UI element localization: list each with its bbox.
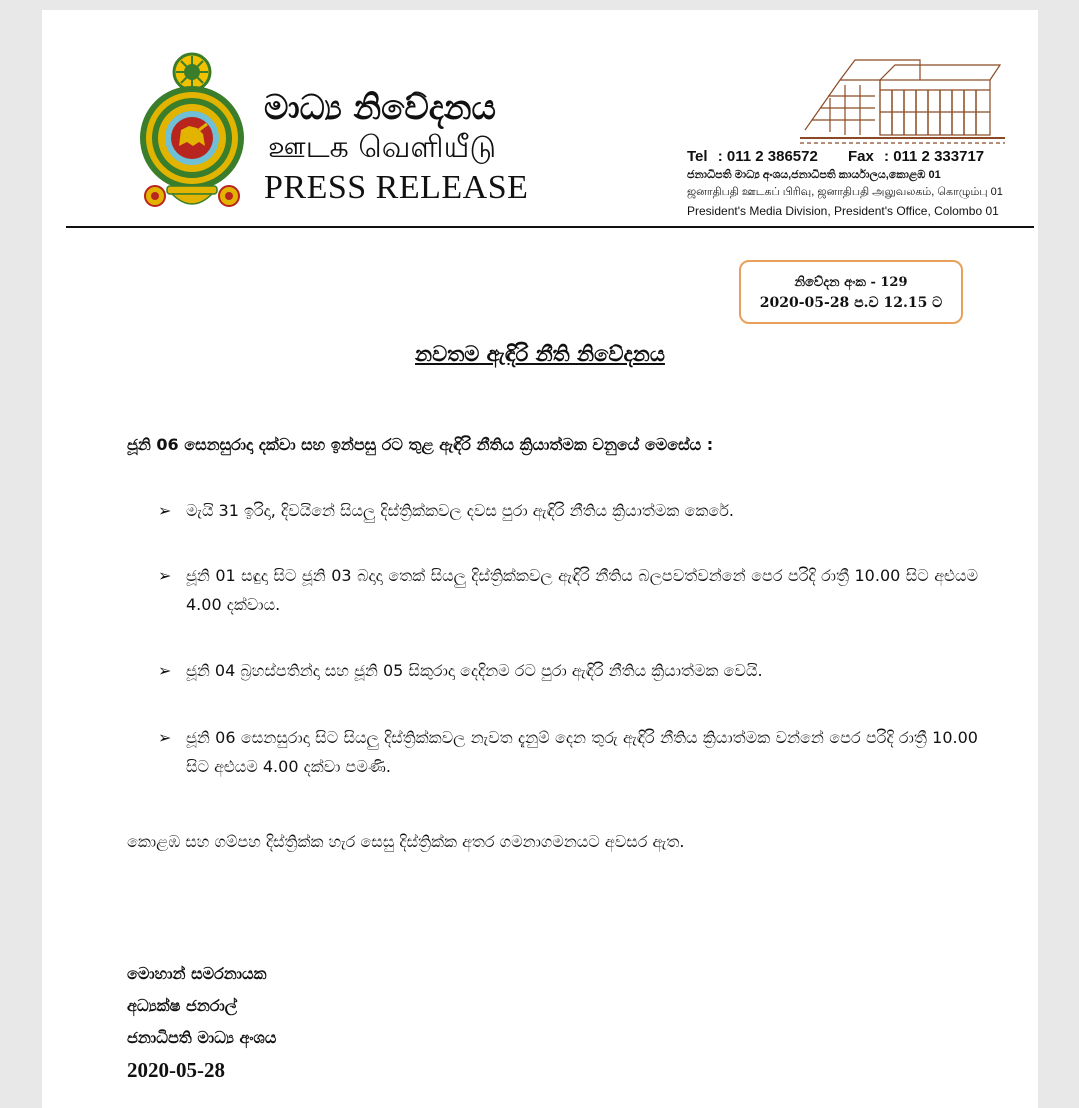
reference-box bbox=[739, 260, 963, 324]
address-english: President's Media Division, President's Office, Colombo 01 bbox=[687, 204, 999, 218]
press-release-page bbox=[42, 10, 1038, 1108]
signature-date: 2020-05-28 bbox=[127, 1058, 225, 1082]
signatory-name: මොහාන් සමරනායක bbox=[127, 964, 267, 983]
document-heading: නවතම ඇඳිරි නීති නිවේදනය bbox=[415, 342, 665, 366]
address-sinhala: ජනාධිපති මාධ්‍ය අංශය,ජනාධිපති කාර්යාලය,කොළඹ 01 bbox=[687, 169, 941, 181]
title-sinhala: මාධ්‍ය නිවේදනය bbox=[264, 88, 496, 128]
signatory-title: අධ්‍යක්ෂ ජනරාල් bbox=[127, 996, 238, 1015]
intro-paragraph: ජූනි 06 සෙනසුරාදා දක්වා සහ ඉන්පසු රට තුළ ඇඳිරි නීතිය ක්‍රියාත්මක වනුයේ මෙසේය : bbox=[127, 435, 714, 454]
tel-value: : 011 2 386572 bbox=[717, 148, 818, 165]
tel-label: Tel bbox=[687, 148, 708, 165]
letterhead bbox=[42, 10, 1038, 240]
signatory-office: ජනාධිපති මාධ්‍ය අංශය bbox=[127, 1028, 277, 1047]
closing-paragraph: කොළඹ සහ ගම්පහ දිස්ත්‍රික්ක හැර සෙසු දිස්ත්‍රික්ක අතර ගමනාගමනයට අවසර ඇත. bbox=[127, 832, 685, 851]
list-item-text: මැයි 31 ඉරිදා, දිවයිනේ සියලු දිස්ත්‍රික්කවල දවස පුරා ඇඳිරි නීතිය ක්‍රියාත්මක කෙරේ. bbox=[186, 501, 735, 520]
address-tamil: ஜனாதிபதி ஊடகப் பிரிவு, ஜனாதிபதி அலுவலகம், கொழும்பு 01 bbox=[687, 186, 1003, 198]
phone-fax-line bbox=[687, 148, 1012, 165]
title-english: PRESS RELEASE bbox=[264, 169, 529, 206]
bullet-arrow-icon: ➢ bbox=[158, 501, 172, 520]
reference-datetime: 2020-05-28 ප.ව 12.15 ට bbox=[759, 295, 943, 311]
reference-number: නිවේදන අංක - 129 bbox=[794, 275, 908, 290]
sri-lanka-emblem-icon bbox=[137, 50, 247, 215]
contact-block bbox=[687, 148, 1012, 218]
fax-value: : 011 2 333717 bbox=[884, 148, 985, 165]
bullet-arrow-icon: ➢ bbox=[158, 728, 172, 747]
list-item-text: ජූනි 04 බ්‍රහස්පතින්දා සහ ජූනි 05 සිකුරාදා දෙදිනම රට පුරා ඇඳිරි නීතිය ක්‍රියාත්මක වෙයි. bbox=[186, 661, 763, 680]
presidential-secretariat-building-icon bbox=[800, 40, 1005, 150]
list-item-text: ජූනි 01 සඳුදා සිට ජූනි 03 බදාදා තෙක් සියලු දිස්ත්‍රික්කවල ඇඳිරි නීතිය බලපවත්වන්නේ පෙර පරිදි රාත්‍රී 10.00 සිට අළුයම 4.00 දක්වාය. bbox=[186, 566, 978, 614]
letterhead-title-block bbox=[264, 88, 528, 208]
bullet-arrow-icon: ➢ bbox=[158, 566, 172, 585]
title-tamil: ஊடக வெளியீடு bbox=[268, 130, 497, 165]
bullet-arrow-icon: ➢ bbox=[158, 661, 172, 680]
fax-label: Fax bbox=[848, 148, 874, 165]
signature-block bbox=[127, 958, 276, 1086]
header-divider bbox=[66, 226, 1034, 228]
list-item-text: ජූනි 06 සෙනසුරාදා සිට සියලු දිස්ත්‍රික්කවල නැවත දැනුම් දෙන තුරු ඇඳිරි නීතිය ක්‍රියාත්මක වන්නේ පෙර පරිදි රාත්‍රී 10.00 සිට අළුයම 4.00 දක්වා පමණි. bbox=[186, 728, 978, 776]
